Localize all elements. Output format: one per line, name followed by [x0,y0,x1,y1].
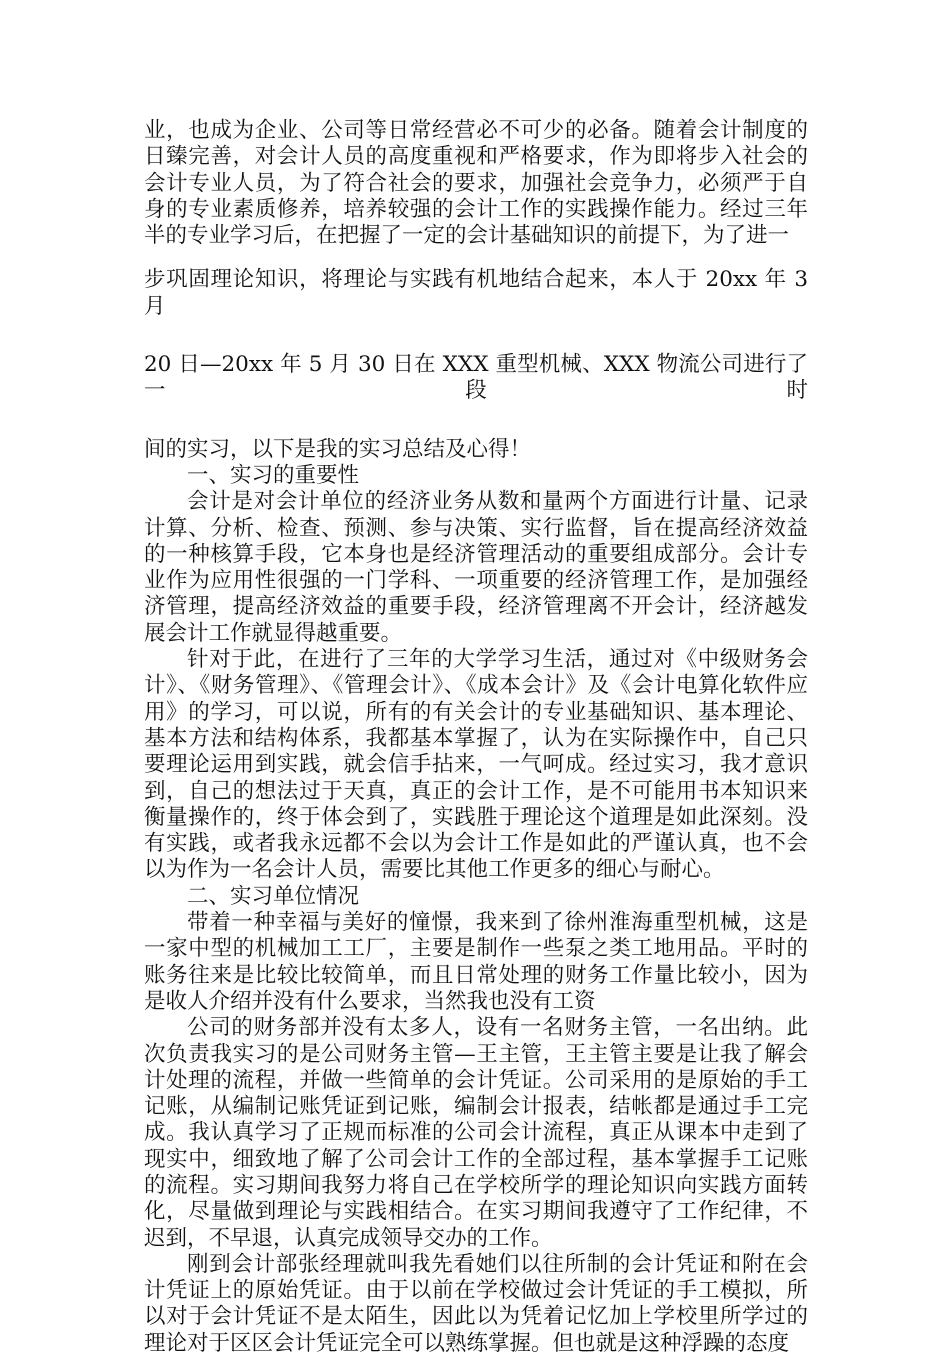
section-heading-2: 二、实习单位情况 [187,883,360,909]
intro-line-8-text: 间的实习，以下是我的实习总结及心得！ [144,436,532,462]
intro-line-8 [144,437,808,463]
section1-paragraph-2: 针对于此，在进行了三年的大学学习生活，通过对《中级财务会计》、《财务管理》、《管理会计》、《成本会计》及《会计电算化软件应用》的学习，可以说，所有的有关会计的专业基础知识、基本理论、基本方法和结构体系，我都基本掌握了，认为在实际操作中，自己只要理论运用到实践，就会信手拈来，一气呵成。经过实习，我才意识到，自己的想法过于天真，真正的会计工作，是不可能用书本知识来衡量操作的，终于体会到了，实践胜于理论这个道理是如此深刻。没有实践，或者我永远都不会以为会计工作是如此的严谨认真，也不会以为作为一名会计人员，需要比其他工作更多的细心与耐心。 [144,647,808,883]
intro-line-7-text: 20 日—20xx 年 5 月 30 日在 XXX 重型机械、XXX 物流公司进行了一段时 [144,352,808,404]
section2-paragraph-1: 带着一种幸福与美好的憧憬，我来到了徐州淮海重型机械，这是一家中型的机械加工工厂，主要是制作一些泵之类工地用品。平时的账务往来是比较比较简单，而且日常处理的财务工作量比较小，因为是收人介绍并没有什么要求，当然我也没有工资 [144,910,808,1014]
section-heading-1: 一、实习的重要性 [187,462,360,488]
intro-text: 业，也成为企业、公司等日常经营必不可少的必备。随着会计制度的日臻完善，对会计人员的高度重视和严格要求，作为即将步入社会的会计专业人员，为了符合社会的要求，加强社会竞争力，必须严于自身的专业素质修养，培养较强的会计工作的实践操作能力。经过三年半的专业学习后，在把握了一定的会计基础知识的前提下，为了进一 [144,118,808,249]
intro-line-6-text: 步巩固理论知识，将理论与实践有机地结合起来，本人于 20xx 年 3 月 [144,267,808,319]
section2-paragraph-2: 公司的财务部并没有太多人，设有一名财务主管，一名出纳。此次负责我实习的是公司财务主管—王主管，王主管主要是让我了解会计处理的流程，并做一些简单的会计凭证。公司采用的是原始的手工记账，从编制记账凭证到记账，编制会计报表，结帐都是通过手工完成。我认真学习了正规而标准的公司会计流程，真正从课本中走到了现实中，细致地了解了公司会计工作的全部过程，基本掌握手工记账的流程。实习期间我努力将自己在学校所学的理论知识向实践方面转化，尽量做到理论与实践相结合。在实习期间我遵守了工作纪律，不迟到，不早退，认真完成领导交办的工作。 [144,1015,808,1251]
intro-paragraph [144,118,808,249]
intro-line-6 [144,267,808,320]
document-page [144,118,808,1357]
section2-paragraph-3: 刚到会计部张经理就叫我先看她们以往所制的会计凭证和附在会计凭证上的原始凭证。由于以前在学校做过会计凭证的手工模拟，所以对于会计凭证不是太陌生，因此以为凭着记忆加上学校里所学过的理论对于区区会计凭证完全可以熟练掌握。但也就是这种浮躁的态度 [144,1251,808,1356]
intro-line-7 [144,352,808,405]
section1-paragraph-1: 会计是对会计单位的经济业务从数和量两个方面进行计量、记录计算、分析、检查、预测、参与决策、实行监督，旨在提高经济效益的一种核算手段，它本身也是经济管理活动的重要组成部分。会计专业作为应用性很强的一门学科、一项重要的经济管理工作，是加强经济管理，提高经济效益的重要手段，经济管理离不开会计，经济越发展会计工作就显得越重要。 [144,489,808,646]
